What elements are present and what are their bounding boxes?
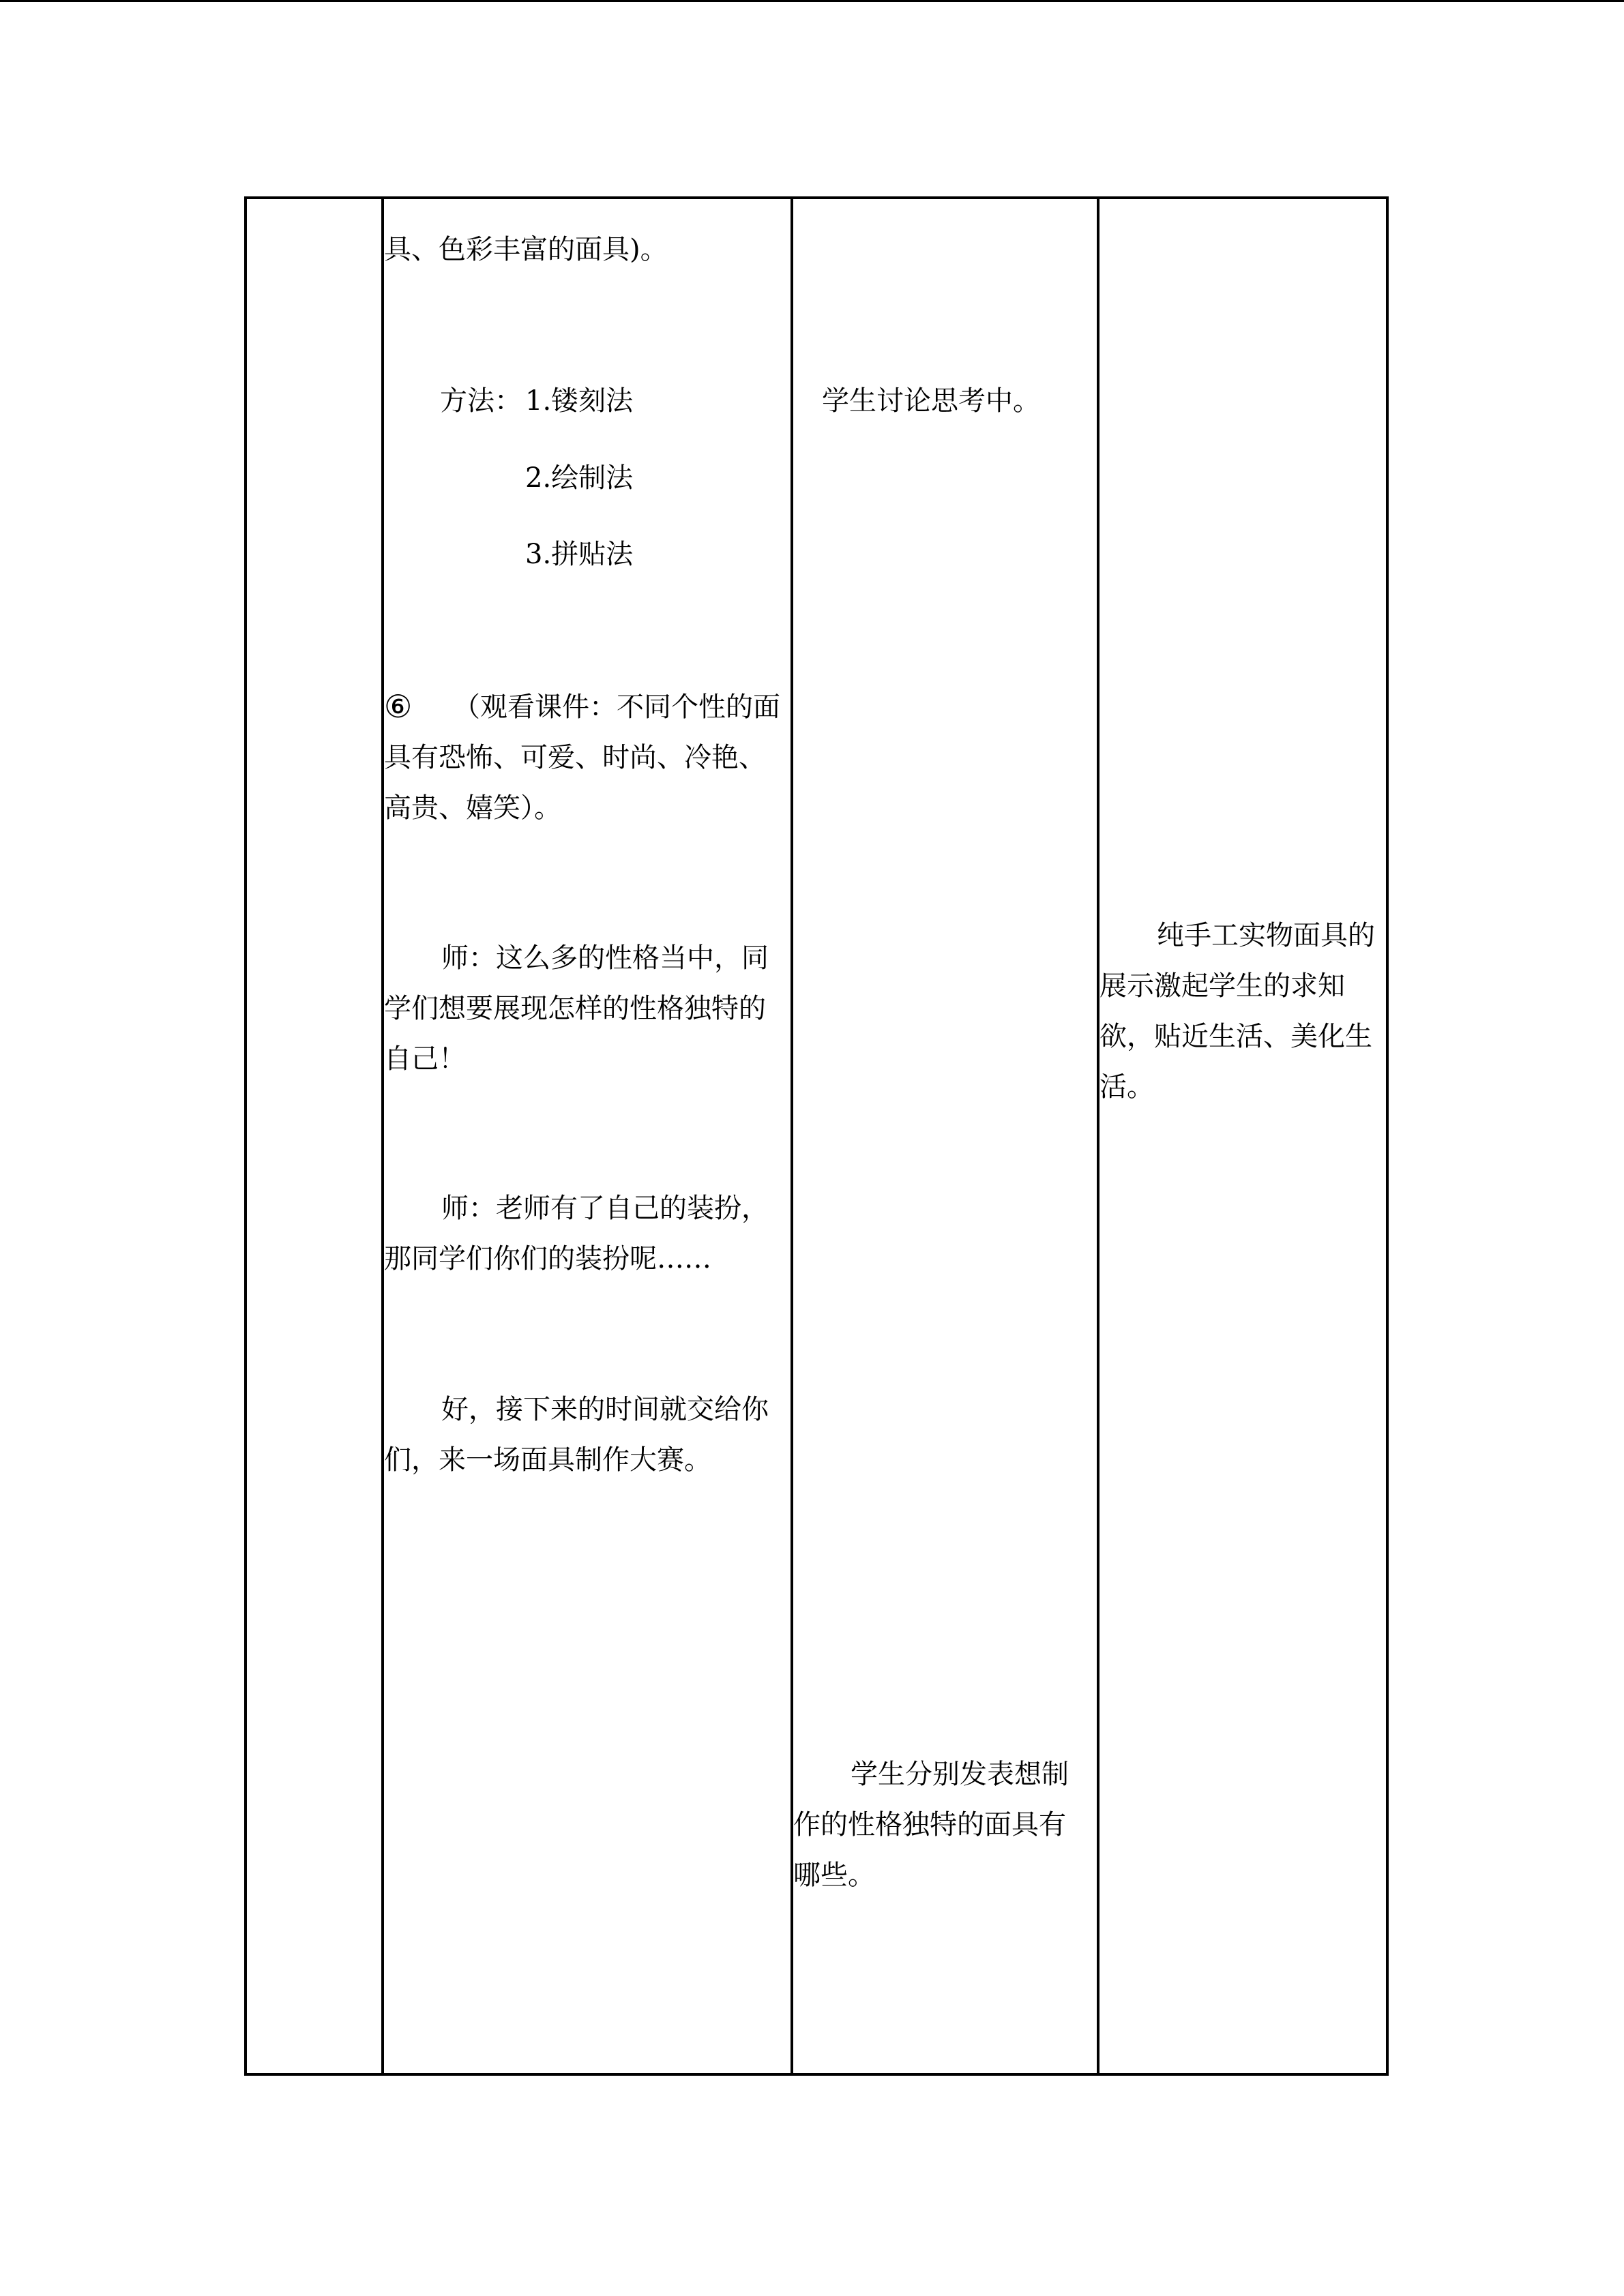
text-line: 哪些。 [793, 1860, 875, 1891]
methods-label: 方法： [440, 385, 522, 417]
text-line: 欲，贴近生活、美化生 [1099, 1021, 1372, 1052]
method-item: 3.拼贴法 [525, 539, 634, 570]
text-line: 师：老师有了自己的装扮， [441, 1193, 769, 1224]
text-line: 展示激起学生的求知 [1099, 970, 1345, 1002]
teacher-question-1 [384, 933, 769, 1084]
text-line: 那同学们你们的装扮呢…… [384, 1243, 711, 1274]
text-line: （观看课件：不同个性的面 [453, 691, 780, 723]
text-line: 具有恐怖、可爱、时尚、冷艳、 [384, 742, 766, 773]
text-line: 学们想要展现怎样的性格独特的 [384, 993, 766, 1024]
text-line: 作的性格独特的面具有 [793, 1809, 1066, 1840]
method-item: 1.镂刻法 [525, 385, 634, 417]
transition-text [384, 1384, 769, 1485]
column-divider-3 [1097, 199, 1099, 2073]
text-line: 师：这么多的性格当中，同 [441, 942, 769, 974]
student-discussion-text: 学生讨论思考中。 [822, 385, 1040, 417]
text-line: 活。 [1099, 1071, 1154, 1103]
method-item: 2.绘制法 [525, 462, 634, 494]
student-presentation-text [793, 1749, 1069, 1900]
text-line: 们，来一场面具制作大赛。 [384, 1444, 711, 1476]
text-line: 自己！ [384, 1043, 466, 1075]
text-line: 学生分别发表想制 [851, 1759, 1069, 1790]
text-line: 纯手工实物面具的 [1157, 920, 1375, 951]
teacher-question-2 [384, 1183, 769, 1284]
design-intent-text [1099, 910, 1375, 1112]
page-top-border [0, 0, 1624, 2]
step-6-marker: ⑥ [384, 688, 413, 725]
text-line: 好，接下来的时间就交给你 [441, 1394, 769, 1425]
text-line: 高贵、嬉笑）。 [384, 792, 561, 824]
continuation-text: 具、色彩丰富的面具)。 [384, 234, 668, 265]
step-6-text [384, 682, 780, 833]
column-divider-1 [381, 199, 384, 2073]
